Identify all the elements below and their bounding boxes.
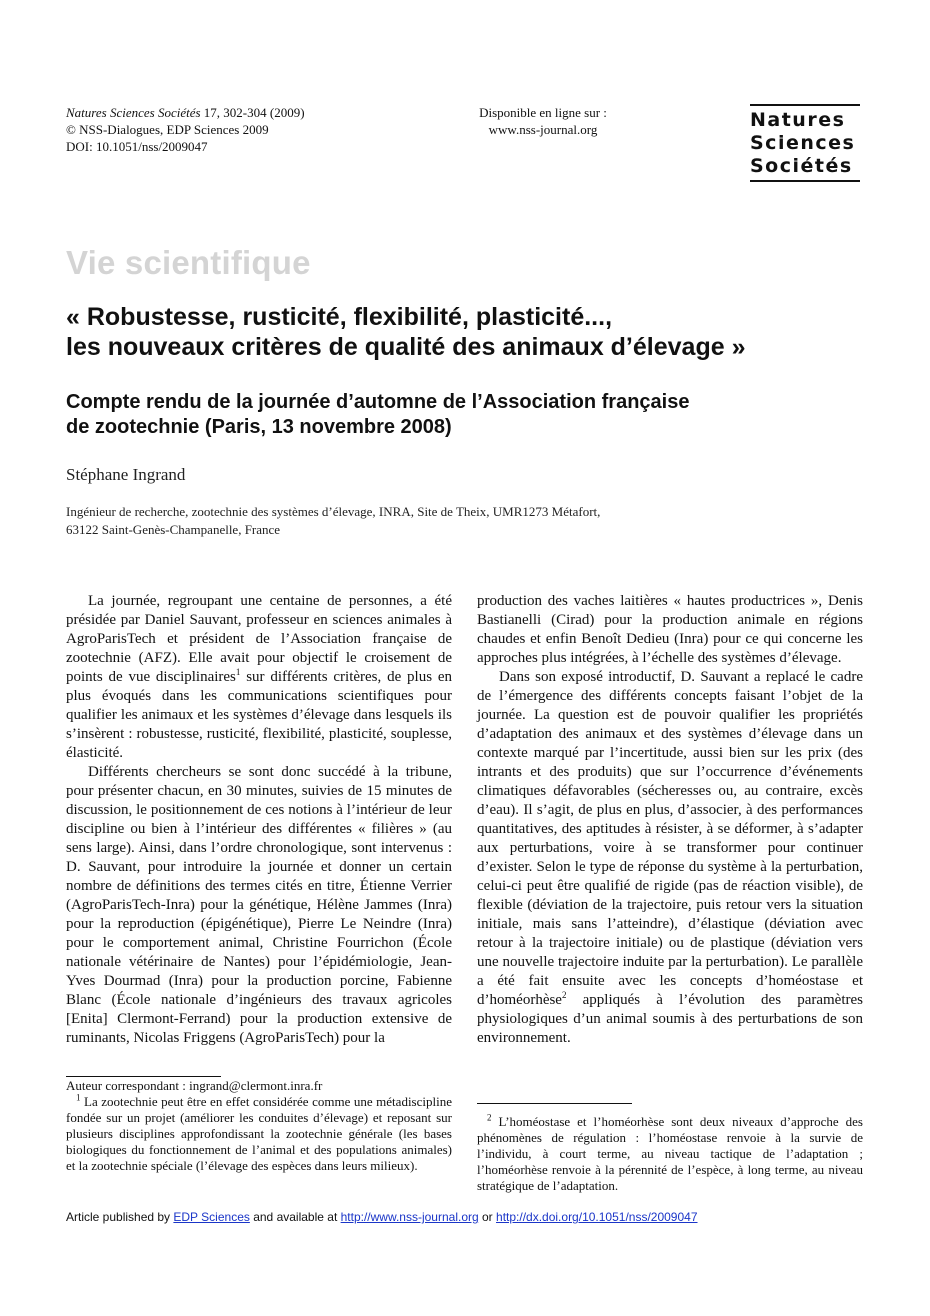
body-column-right xyxy=(477,592,863,1048)
section-rubric: Vie scientifique xyxy=(66,244,311,281)
doi-link[interactable]: http://dx.doi.org/10.1051/nss/2009047 xyxy=(496,1210,698,1224)
logo-word-societes: Sociétés xyxy=(750,155,853,177)
copyright: © NSS-Dialogues, EDP Sciences 2009 xyxy=(66,122,269,137)
paragraph-3 xyxy=(477,668,863,1048)
body-column-left xyxy=(66,592,452,1048)
journal-site-link[interactable]: http://www.nss-journal.org xyxy=(340,1210,479,1224)
corresponding-author: Auteur correspondant : ingrand@clermont.inra.fr xyxy=(66,1078,323,1093)
footnote-1-text: La zootechnie peut être en effet considérée comme une métadiscipline fondée sur un projet (améliorer les conduites d’élevage) et reposant sur plusieurs disciplines approfondissant la zootechnie générale (les bases biologiques du fonctionnement de l’animal et des populations animales) et la zootechnie spéciale (l’élevage des espèces dans leurs milieux). xyxy=(66,1094,452,1173)
footnote-ref-2[interactable]: 2 xyxy=(561,990,567,1000)
affiliation-line-1: Ingénieur de recherche, zootechnie des systèmes d’élevage, INRA, Site de Theix, UMR1273 Métafort, xyxy=(66,504,601,519)
affiliation-line-2: 63122 Saint-Genès-Champanelle, France xyxy=(66,522,281,537)
footnotes-left xyxy=(66,1076,452,1174)
logo-word-sciences: Sciences xyxy=(750,132,856,154)
title-line-1: « Robustesse, rusticité, flexibilité, plasticité..., xyxy=(66,303,613,331)
logo-bottom-rule xyxy=(750,180,860,182)
footnote-2 xyxy=(477,1114,863,1194)
footnote-2-number: 2 xyxy=(487,1112,492,1123)
paragraph-1-text-b: sur différents critères, de plus en plus évoqués dans les communications scientifiques pour qualifier les animaux et les systèmes d’élevage dans lesquels ils s’insèrent : robustesse, rusticité, flexibilité, plasticité, souplesse, élasticité. xyxy=(66,669,453,761)
footnote-2-text: L’homéostase et l’homéorhèse sont deux niveaux d’approche des phénomènes de régulation : l’homéostase renvoie à la survie de l’individu, à court terme, au niveau tactique de l’adaptation ; l’homéorhèse renvoie à la pérennité de l’espèce, à long terme, au niveau stratégique de l’adaptation. xyxy=(477,1114,863,1193)
article-title xyxy=(66,302,866,362)
subtitle-line-1: Compte rendu de la journée d’automne de l’Association française xyxy=(66,391,690,413)
paragraph-3-text-b: appliqués à l’évolution des paramètres physiologiques d’un animal soumis à des perturbations de son environnement. xyxy=(477,992,863,1046)
online-label: Disponible en ligne sur : xyxy=(479,105,607,120)
paragraph-1-text-a: La journée, regroupant une centaine de personnes, a été présidée par Daniel Sauvant, professeur en sciences animales à AgroParisTech et président de l’Association française de zootechnie (AFZ). Elle avait pour objectif le croisement de points de vue disciplinaires xyxy=(66,593,452,685)
author-affiliation xyxy=(66,503,746,539)
title-line-2: les nouveaux critères de qualité des animaux d’élevage » xyxy=(66,333,746,361)
journal-name: Natures Sciences Sociétés xyxy=(66,105,201,120)
paragraph-2: Différents chercheurs se sont donc succédé à la tribune, pour présenter chacun, en 30 minutes, suivies de 15 minutes de discussion, le positionnement de ces notions à l’intérieur de leur discipline ou bien à l’intérieur des différentes « filières » (au sens large). Ainsi, dans l’ordre chronologique, sont intervenus : D. Sauvant, pour introduire la journée et donner un certain nombre de définitions des termes cités en titre, Étienne Verrier (AgroParisTech-Inra) pour la génétique, Hélène Jammes (Inra) pour la reproduction (épigénétique), Pierre Le Neindre (Inra) pour le comportement animal, Christine Fourrichon (École nationale vétérinaire de Nantes) pour l’épidémiologie, Jean-Yves Dourmad (Inra) pour la production porcine, Fabienne Blanc (École nationale d’ingénieurs des travaux agricoles [Enita] Clermont-Ferrand) pour la production extensive de ruminants, Nicolas Friggens (AgroParisTech) pour la xyxy=(66,764,452,1046)
journal-citation-block xyxy=(66,104,305,155)
footnote-rule-right xyxy=(477,1103,632,1104)
paragraph-3-text-a: Dans son exposé introductif, D. Sauvant a replacé le cadre de l’émergence des différents concepts faisant l’objet de la journée. La question est de pouvoir qualifier les propriétés d’adaptation des animaux et des systèmes d’élevage dans un contexte marqué par l’incertitude, aussi bien sur les prix (des intrants et des produits) que sur l’occurrence d’événements climatiques défavorables (sécheresses ou, au contraire, excès d’eau). Il s’agit, de plus en plus, d’associer, à des performances quantitatives, des aptitudes à résister, à se déformer, à s’adapter aux perturbations, voire à se transformer pour continuer d’exister. Selon le type de réponse du système à la perturbation, celui-ci peut être qualifié de rigide (pas de réaction visible), de flexible (déviation de la trajectoire, puis retour vers la situation initiale, mais sans l’atteindre), d’élastique (déviation avec retour à la trajectoire initiale) ou de plastique (déviation vers une nouvelle trajectoire induite par la perturbation). Le parallèle a été fait ensuite avec les concepts d’homéostase et d’homéorhèse xyxy=(477,669,863,1008)
logo-word-natures: Natures xyxy=(750,109,846,131)
footnote-ref-1[interactable]: 1 xyxy=(235,667,241,677)
footnotes-right xyxy=(477,1111,863,1194)
footnote-1 xyxy=(66,1094,452,1174)
online-availability xyxy=(468,104,618,138)
article-subtitle xyxy=(66,390,826,440)
paragraph-2-continued: production des vaches laitières « hautes productrices », Denis Bastianelli (Cirad) pour la production animale en régions chaudes et enfin Benoît Dedieu (Inra) pour ce qui concerne les approches plus intégrées, à l’échelle des systèmes d’élevage. xyxy=(477,593,863,666)
volume-pages: 17, 302-304 (2009) xyxy=(200,105,305,120)
footer-text-1: Article published by xyxy=(66,1210,174,1224)
publication-footer xyxy=(66,1210,698,1224)
edp-sciences-link[interactable]: EDP Sciences xyxy=(173,1210,250,1224)
online-url: www.nss-journal.org xyxy=(488,122,598,137)
subtitle-line-2: de zootechnie (Paris, 13 novembre 2008) xyxy=(66,416,452,438)
journal-logo xyxy=(750,104,860,182)
footer-text-2: and available at xyxy=(249,1210,341,1224)
author-name: Stéphane Ingrand xyxy=(66,465,186,484)
journal-citation xyxy=(66,104,305,121)
doi: DOI: 10.1051/nss/2009047 xyxy=(66,139,208,154)
footer-text-3: or xyxy=(478,1210,497,1224)
footnote-1-number: 1 xyxy=(76,1092,81,1103)
paragraph-1 xyxy=(66,592,452,763)
footnote-rule-left xyxy=(66,1076,221,1077)
